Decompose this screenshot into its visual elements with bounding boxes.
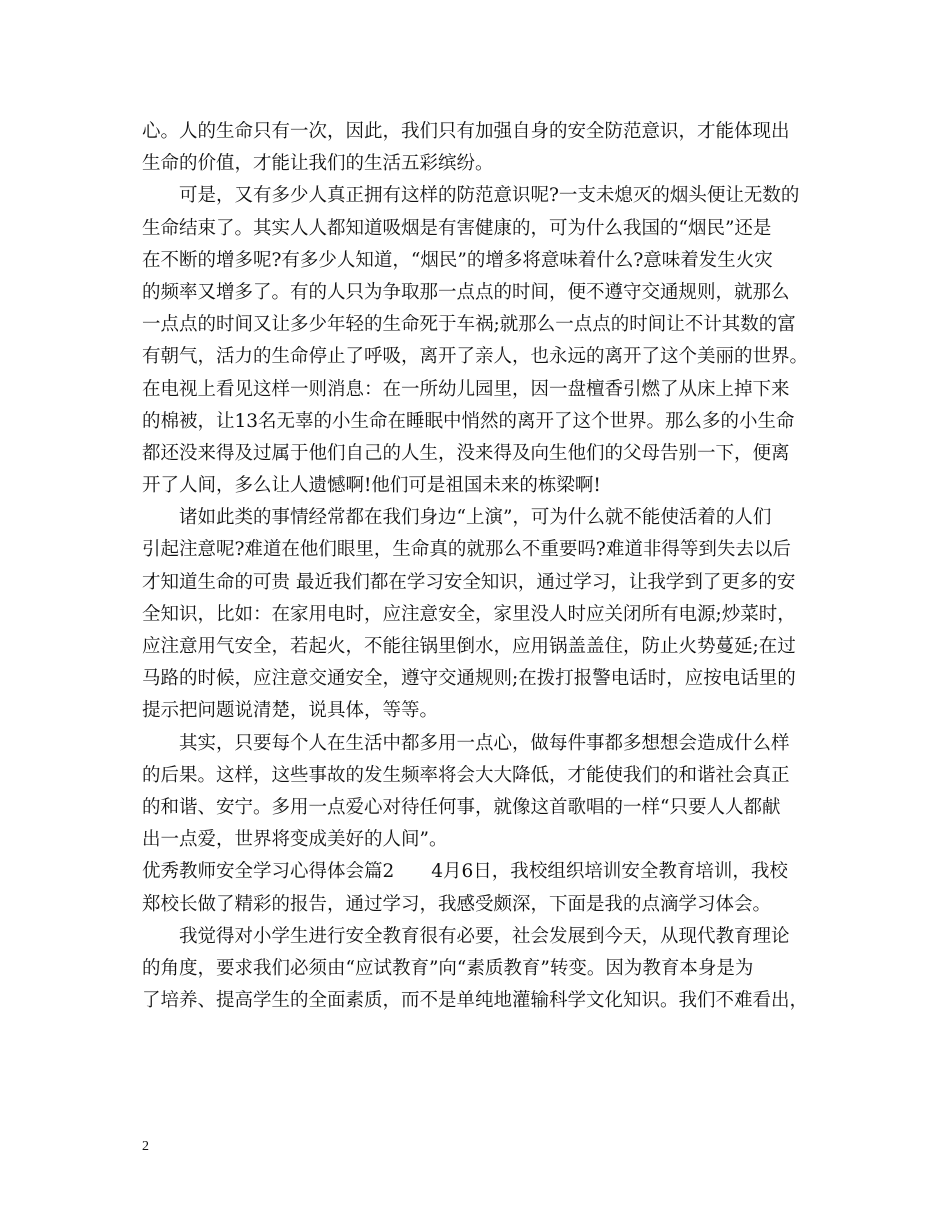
text-line-1: 心。人的生命只有一次，因此，我们只有加强自身的安全防范意识，才能体现出: [142, 121, 790, 142]
text-line-6: 的频率又增多了。有的人只为争取那一点点的时间，便不遵守交通规则，就那么: [142, 281, 790, 303]
text-line-2: 生命的价值，才能让我们的生活五彩缤纷。: [142, 153, 494, 175]
text-line-24: 优秀教师安全学习心得体会篇2 4月6日，我校组织培训安全教育培训，我校: [142, 861, 788, 883]
text-line-22: 的和谐、安宁。多用一点爱心对待任何事，就像这首歌唱的一样“只要人人都献: [142, 796, 781, 818]
text-line-19: 提示把问题说清楚，说具体，等等。: [142, 700, 439, 722]
text-block: [142, 116, 808, 1017]
text-line-27: 的角度，要求我们必须由“应试教育”向“素质教育”转变。因为教育本身是为: [142, 957, 754, 979]
text-line-10: 的棉被，让13名无辜的小生命在睡眠中悄然的离开了这个世界。那么多的小生命: [142, 410, 795, 432]
text-line-15: 才知道生命的可贵 最近我们都在学习安全知识，通过学习，让我学到了更多的安: [142, 571, 796, 593]
text-line-16: 全知识，比如：在家用电时，应注意安全，家里没人时应关闭所有电源;炒菜时，: [142, 603, 796, 625]
text-line-8: 有朝气，活力的生命停止了呼吸，离开了亲人，也永远的离开了这个美丽的世界。: [142, 346, 808, 368]
text-line-18: 马路的时候，应注意交通安全，遵守交通规则;在拨打报警电话时，应按电话里的: [142, 668, 796, 690]
text-line-14: 引起注意呢?难道在他们眼里，生命真的就那么不重要吗?难道非得等到失去以后: [142, 539, 791, 561]
text-line-17: 应注意用气安全，若起火，不能往锅里倒水，应用锅盖盖住，防止火势蔓延;在过: [142, 636, 796, 657]
document-body: [142, 116, 808, 1017]
text-line-11: 都还没来得及过属于他们自己的人生，没来得及向生他们的父母告别一下，便离: [142, 442, 790, 464]
text-line-12: 开了人间，多么让人遗憾啊!他们可是祖国未来的栋梁啊!: [142, 475, 601, 497]
text-line-5: 在不断的增多呢?有多少人知道，“烟民”的增多将意味着什么?意味着发生火灾: [142, 249, 773, 271]
text-line-25: 郑校长做了精彩的报告，通过学习，我感受颇深，下面是我的点滴学习体会。: [142, 893, 772, 915]
text-line-7: 一点点的时间又让多少年轻的生命死于车祸;就那么一点点的时间让不计其数的富: [142, 314, 796, 336]
text-line-26: 我觉得对小学生进行安全教育很有必要，社会发展到今天，从现代教育理论: [179, 925, 790, 947]
text-line-13: 诸如此类的事情经常都在我们身边“上演”，可为什么就不能使活着的人们: [179, 507, 772, 529]
page-number: 2: [142, 1139, 149, 1154]
text-line-3: 可是，又有多少人真正拥有这样的防范意识呢?一支未熄灭的烟头便让无数的: [179, 185, 800, 207]
text-line-9: 在电视上看见这样一则消息：在一所幼儿园里，因一盘檀香引燃了从床上掉下来: [142, 378, 790, 400]
text-line-23: 出一点爱，世界将变成美好的人间”。: [142, 829, 448, 851]
text-line-4: 生命结束了。其实人人都知道吸烟是有害健康的，可为什么我国的“烟民”还是: [142, 217, 772, 239]
text-line-21: 的后果。这样，这些事故的发生频率将会大大降低，才能使我们的和谐社会真正: [142, 764, 790, 786]
text-line-20: 其实，只要每个人在生活中都多用一点心，做每件事都多想想会造成什么样: [179, 732, 790, 754]
text-line-28: 了培养、提高学生的全面素质，而不是单纯地灌输科学文化知识。我们不难看出，: [142, 990, 808, 1012]
